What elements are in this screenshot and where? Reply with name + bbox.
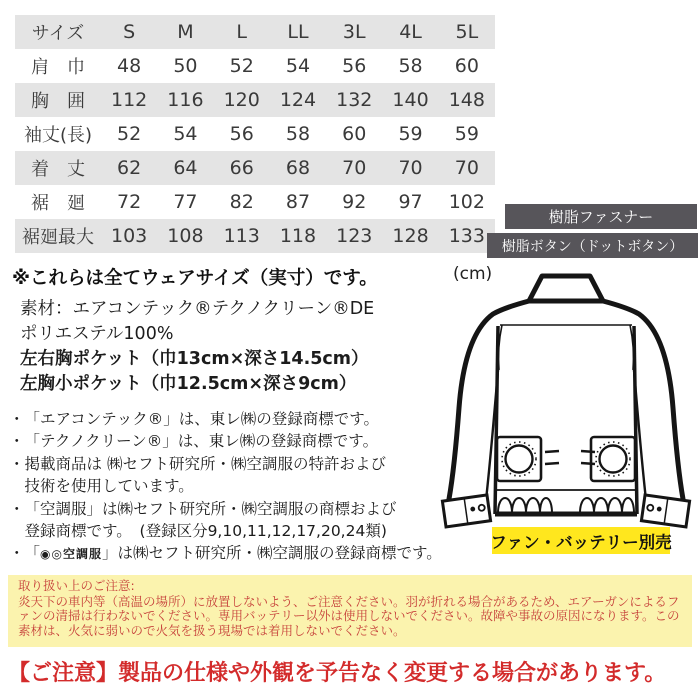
table-row [15,49,495,83]
size-cell: 82 [229,191,254,213]
fan-right-icon [591,437,635,481]
trademark-note: ・ 「空調服」は㈱セフト研究所・㈱空調服の商標および 登録商標です。 (登録区分9,10,11,12,17,20,24類) [9,498,487,543]
size-cell: 58 [285,123,311,145]
fan-left-icon [497,437,541,481]
bullet-marker: ・ [9,454,25,473]
size-cell: 103 [111,225,148,247]
size-cell: 128 [392,225,429,247]
jacket-back-illustration [432,268,700,560]
size-cell: 132 [336,89,373,111]
unit-note: (cm) [453,264,493,284]
size-cell: 140 [392,89,429,111]
fan-battery-sold-separately-label: ファン・バッテリー別売 [492,527,670,554]
size-cell: 66 [229,157,254,179]
size-cell: 60 [342,123,367,145]
size-cell: 102 [448,191,485,213]
size-cell: 72 [117,191,142,213]
size-cell: 64 [173,157,198,179]
size-table [15,15,495,253]
cuff-left [442,495,490,527]
bullet-marker: ・ [9,432,25,451]
size-cell: 77 [173,191,198,213]
size-cell: 62 [117,157,142,179]
size-col-header: 4L [399,21,422,43]
table-row [15,185,495,219]
size-cell: 97 [398,191,423,213]
size-cell: 54 [285,55,311,77]
size-cell: 50 [173,55,198,77]
size-cell: 70 [398,157,423,179]
size-cell: 59 [398,123,423,145]
size-cell: 148 [448,89,485,111]
size-cell: 112 [111,89,148,111]
bullet-marker: ・ [9,499,25,518]
row-label: 袖丈(長) [23,125,93,146]
size-cell: 120 [223,89,260,111]
size-header-label: サイズ [31,23,85,44]
jacket-silhouette [449,276,683,514]
callout-resin-fastener: 樹脂ファスナー [505,204,697,229]
size-col-header: S [123,21,136,43]
size-col-header: 3L [342,21,366,43]
size-cell: 70 [454,157,479,179]
bullet-marker: ・ [9,544,25,563]
row-label: 肩 巾 [31,57,85,78]
footer-notice: 【ご注意】製品の仕様や外観を予告なく変更する場合があります。 [8,661,667,686]
size-cell: 56 [229,123,254,145]
table-row [15,117,495,151]
size-cell: 56 [342,55,367,77]
size-cell: 123 [336,225,373,247]
size-cell: 60 [454,55,479,77]
material-line-1: 素材：エアコンテック®テクノクリーン®DE [20,299,375,319]
size-cell: 68 [285,157,311,179]
callout-resin-button: 樹脂ボタン（ドットボタン） [487,233,698,258]
pocket-line-1: 左右胸ポケット（巾13cm×深さ14.5cm） [20,349,369,369]
size-cell: 133 [448,225,485,247]
row-label: 着 丈 [31,159,85,180]
size-cell: 118 [279,225,317,247]
table-header-row [15,15,495,49]
table-row [15,151,495,185]
table-row [15,83,495,117]
material-line-2: ポリエステル100% [20,324,174,344]
warning-body: 炎天下の車内等（高温の場所）に放置しないよう、ご注意ください。羽が折れる場合があるため、エアーガンによるファンの清掃は行わないでください。専用バッテリー以外は使用しないでください。故障や事故の原因になります。この素材は、火気に弱いので火気を扱う現場では着用しないでください。 [18,593,680,638]
pocket-line-2: 左胸小ポケット（巾12.5cm×深さ9cm） [20,374,357,394]
row-label: 裾廻最大 [22,227,94,248]
bullet-marker: ・ [9,410,25,428]
size-cell: 87 [285,191,311,213]
size-cell: 113 [223,225,260,247]
trademark-notes [9,408,487,566]
trademark-note: ・ 掲載商品は ㈱セフト研究所・㈱空調服の特許および 技術を使用しています。 [9,453,487,498]
cuff-right [641,495,689,527]
trademark-note: ・ 「◉◎空調服」は㈱セフト研究所・㈱空調服の登録商標です。 [9,542,487,565]
size-col-header: L [236,21,247,43]
row-label: 裾 廻 [31,193,85,214]
size-cell: 124 [279,89,317,111]
trademark-note: ・ 「テクノクリーン®」は、東レ㈱の登録商標です。 [9,430,487,452]
size-col-header: LL [287,21,309,43]
size-cell: 116 [167,89,204,111]
row-label: 胸 囲 [31,91,85,112]
size-cell: 52 [229,55,254,77]
size-cell: 54 [173,123,198,145]
size-col-header: 5L [455,21,479,43]
size-cell: 59 [454,123,479,145]
handling-warning-box [8,575,692,647]
size-cell: 108 [167,225,204,247]
size-cell: 58 [398,55,423,77]
size-cell: 70 [342,157,367,179]
trademark-note: ・ 「エアコンテック®」は、東レ㈱の登録商標です。 [9,408,487,430]
size-cell: 48 [117,55,142,77]
product-specs [20,297,374,397]
actual-size-note: ※これらは全てウェアサイズ（実寸）です。 [12,268,378,289]
kuchofuku-logo: ◉◎空調服 [40,547,102,562]
jacket-collar [529,276,603,301]
table-row [15,219,495,253]
size-col-header: M [177,21,194,43]
size-cell: 52 [117,123,142,145]
warning-title: 取り扱い上のご注意: [18,578,135,593]
size-cell: 92 [342,191,367,213]
